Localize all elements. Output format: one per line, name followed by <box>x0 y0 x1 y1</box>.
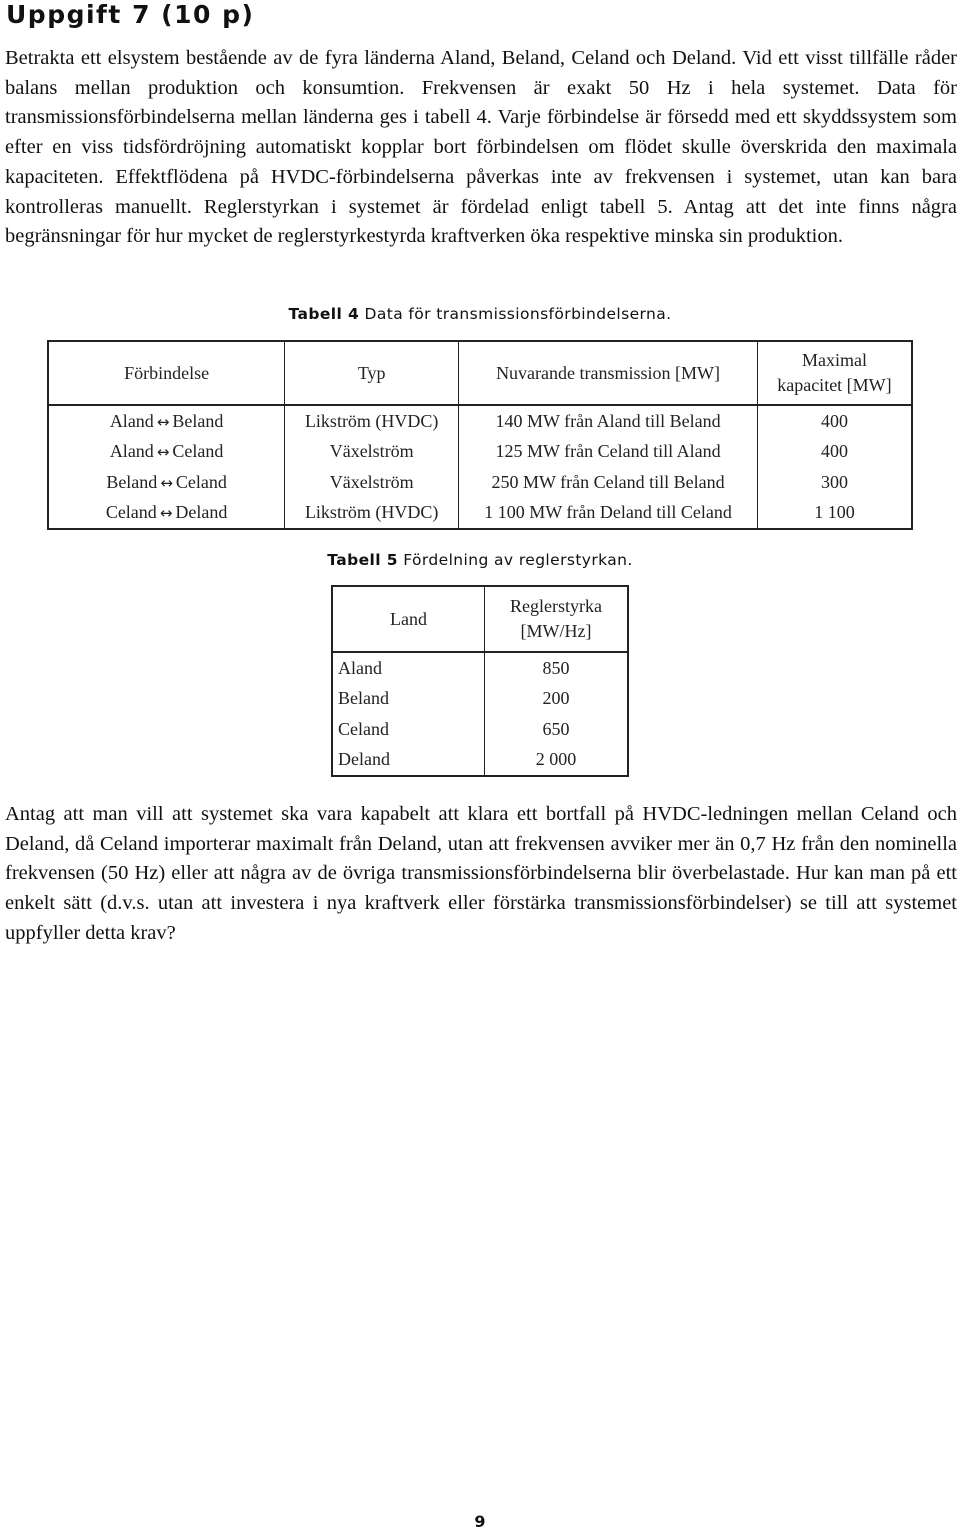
connection-cell <box>48 437 285 468</box>
bidirectional-arrow-icon: ↔ <box>156 412 170 431</box>
bidirectional-arrow-icon: ↔ <box>156 443 170 462</box>
connection-from: Aland <box>109 441 154 462</box>
connection-cell <box>48 498 285 530</box>
transmission-cell: 140 MW från Aland till Beland <box>459 405 758 437</box>
table-header-row <box>48 341 912 405</box>
transmission-cell: 125 MW från Celand till Aland <box>459 437 758 468</box>
task-title: Uppgift 7 (10 p) <box>6 0 255 29</box>
regulation-value-cell: 850 <box>485 652 629 684</box>
connection-cell <box>48 467 285 498</box>
type-cell: Likström (HVDC) <box>285 498 459 530</box>
connection-to: Celand <box>172 441 224 462</box>
connection-cell <box>48 405 285 437</box>
table-row <box>332 745 628 777</box>
land-cell: Deland <box>332 745 485 777</box>
header-transmission: Nuvarande transmission [MW] <box>459 341 758 405</box>
connection-from: Beland <box>106 471 158 492</box>
regulation-value-cell: 2 000 <box>485 745 629 777</box>
capacity-cell: 400 <box>757 405 912 437</box>
connection-from: Aland <box>109 410 154 431</box>
transmission-cell: 1 100 MW från Deland till Celand <box>459 498 758 530</box>
bidirectional-arrow-icon: ↔ <box>159 504 173 523</box>
table-row <box>48 467 912 498</box>
table-row <box>48 437 912 468</box>
question-paragraph: Antag att man vill att systemet ska vara kapabelt att klara ett bortfall på HVDC-ledningen mellan Celand och Deland, då Celand importerar maximalt från Deland, utan att frekvensen avviker mer än 0,7 Hz från den nominella frekvensen (50 Hz) eller att några av de övriga transmissionsförbindelserna blir överbelastade. Hur kan man på ett enkelt sätt (d.v.s. utan att investera i nya kraftverk eller förstärka transmissionsförbindelser) se till att systemet uppfyller detta krav? <box>5 803 957 944</box>
regulation-value-cell: 200 <box>485 684 629 715</box>
regulation-table <box>331 585 629 777</box>
intro-paragraph: Betrakta ett elsystem bestående av de fyra länderna Aland, Beland, Celand och Deland. Vid ett visst tillfälle råder balans mellan produktion och konsumtion. Frekvensen är exakt 50 Hz i hela systemet. Data för transmissionsförbindelserna mellan länderna ges i tabell 4. Varje förbindelse är försedd med ett skyddssystem som efter en viss tidsfördröjning automatiskt kopplar bort förbindelsen om flödet skulle överskrida den maximala kapaciteten. Effektflödena på HVDC-förbindelserna påverkas inte av frekvensen i systemet, utan kan bara kontrolleras manuellt. Reglerstyrkan i systemet är fördelad enligt tabell 5. Antag att det inte finns några begränsningar för hur mycket de reglerstyrkestyrda kraftverken öka respektive minska sin produktion. <box>5 47 957 248</box>
table4-caption-label: Tabell 4 <box>288 305 360 323</box>
header-forbindelse: Förbindelse <box>48 341 285 405</box>
transmission-cell: 250 MW från Celand till Beland <box>459 467 758 498</box>
type-cell: Likström (HVDC) <box>285 405 459 437</box>
table-header-row <box>332 586 628 652</box>
header-land: Land <box>332 586 485 652</box>
connection-to: Beland <box>172 410 224 431</box>
header-typ: Typ <box>285 341 459 405</box>
connection-to: Celand <box>175 471 227 492</box>
land-cell: Beland <box>332 684 485 715</box>
header-reglerstyrka-text: Reglerstyrka [MW/Hz] <box>510 596 602 641</box>
capacity-cell: 300 <box>757 467 912 498</box>
table-row <box>48 405 912 437</box>
transmission-table <box>47 340 913 530</box>
land-cell: Aland <box>332 652 485 684</box>
connection-to: Deland <box>175 502 228 523</box>
table5-caption-label: Tabell 5 <box>327 551 398 569</box>
connection-from: Celand <box>105 502 157 523</box>
table4-caption <box>0 305 960 323</box>
table5-caption <box>0 551 960 569</box>
land-cell: Celand <box>332 714 485 745</box>
page-number: 9 <box>474 1512 486 1531</box>
table-row <box>332 714 628 745</box>
capacity-cell: 1 100 <box>757 498 912 530</box>
table-row <box>48 498 912 530</box>
table4-caption-text: Data för transmissionsförbindelserna. <box>364 305 672 323</box>
header-capacity-text: Maximal kapacitet [MW] <box>777 350 892 395</box>
header-reglerstyrka <box>485 586 629 652</box>
type-cell: Växelström <box>285 467 459 498</box>
table5-caption-text: Fördelning av reglerstyrkan. <box>403 551 633 569</box>
capacity-cell: 400 <box>757 437 912 468</box>
type-cell: Växelström <box>285 437 459 468</box>
table-row <box>332 684 628 715</box>
bidirectional-arrow-icon: ↔ <box>160 473 173 492</box>
header-capacity <box>757 341 912 405</box>
regulation-value-cell: 650 <box>485 714 629 745</box>
table-row <box>332 652 628 684</box>
